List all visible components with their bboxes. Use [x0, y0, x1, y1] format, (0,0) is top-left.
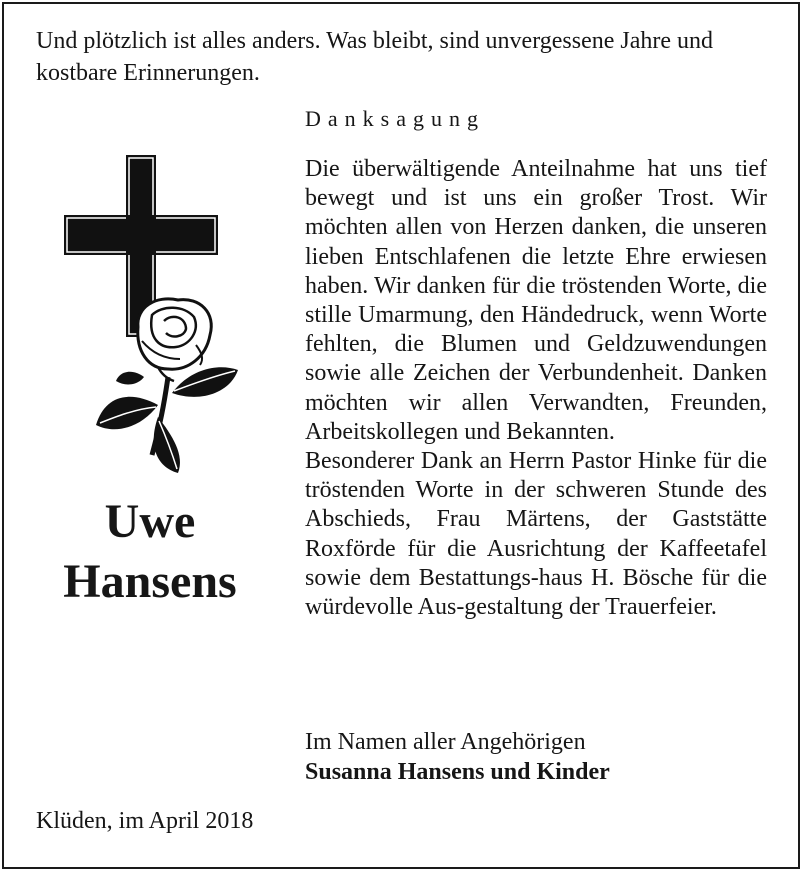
deceased-name: [20, 492, 280, 612]
thanks-paragraph-2: Besonderer Dank an Herrn Pastor Hinke für die tröstenden Worte in der schweren Stunde des Abschieds, Frau Märtens, der Gaststätte Roxförde für die Ausrichtung der Kaffeetafel sowie dem Bestattungs-haus H. Bösche für die würdevolle Aus-gestaltung der Trauerfeier.: [305, 448, 767, 621]
heading-danksagung: Danksagung: [305, 106, 485, 131]
intro-quote: Und plötzlich ist alles anders. Was bleibt, sind unvergessene Jahre und kostbare Erinnerungen.: [36, 28, 714, 86]
signature-line-1: Im Namen aller Angehörigen: [305, 729, 586, 755]
deceased-first-name: Uwe: [104, 495, 196, 548]
place-date: Klüden, im April 2018: [36, 808, 254, 834]
thanks-text: [305, 155, 767, 622]
deceased-last-name: Hansens: [63, 555, 237, 608]
cross-with-rose-icon: [60, 155, 245, 475]
signature: [305, 727, 610, 787]
thanks-paragraph-1: Die überwältigende Anteilnahme hat uns tief bewegt und ist uns ein großer Trost. Wir möchten allen von Herzen danken, die unseren lieben Entschlafenen die letzte Ehre erwiesen haben. Wir danken für die tröstenden Worte, die stille Umarmung, den Händedruck, wenn Worte fehlten, die Blumen und Geldzuwendungen sowie alle Zeichen der Verbundenheit. Danken möchten wir allen Verwandten, Freunden, Arbeitskollegen und Bekannten.: [305, 156, 767, 445]
signature-line-2: Susanna Hansens und Kinder: [305, 759, 610, 785]
rose-icon: [96, 299, 238, 473]
